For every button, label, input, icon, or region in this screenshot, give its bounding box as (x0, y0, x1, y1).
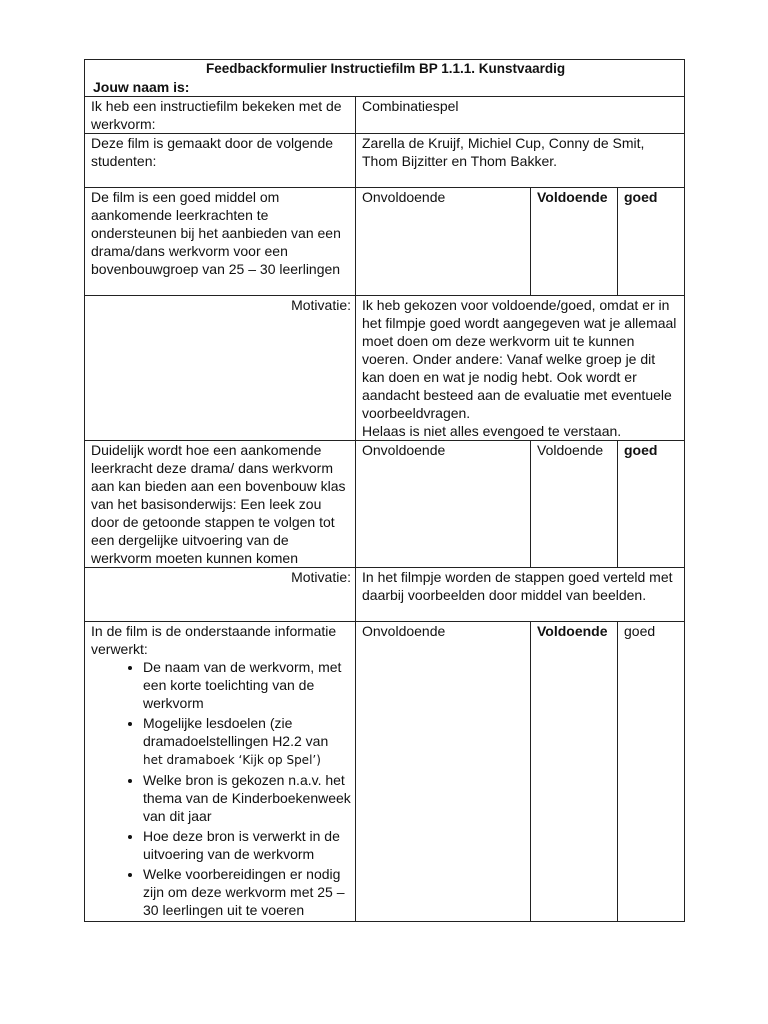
criterion2-rating-goed: goed (618, 441, 685, 568)
criterion1-rating-goed: goed (618, 188, 685, 296)
list-item: • De naam van de werkvorm, met een korte toelichting van de werkvorm (143, 658, 351, 712)
criterion1-motivation-extra: Helaas is niet alles evengoed te verstaan. (362, 423, 622, 439)
criterion2-rating-voldoende: Voldoende (531, 441, 618, 568)
criterion1-motivation-label: Motivatie: (85, 296, 356, 441)
students-line-1: Zarella de Kruijf, Michiel Cup, Conny de Smit, (362, 135, 645, 151)
criterion1-motivation-cell (356, 296, 685, 441)
students-line-2: Thom Bijzitter en Thom Bakker. (362, 153, 558, 169)
criterion1-motivation-row (85, 296, 685, 441)
criterion2-text: Duidelijk wordt hoe een aankomende leerkracht deze drama/ dans werkvorm aan kan bieden aan een bovenbouw klas van het basisonderwijs: Een leek zou door de getoonde stappen te volgen tot een dergelijke uitvoering van de werkvorm moeten kunnen komen (85, 441, 356, 568)
criterion2-motivation-label: Motivatie: (85, 568, 356, 622)
film-value: Combinatiespel (356, 97, 685, 134)
criterion2-motivation-text: In het filmpje worden de stappen goed verteld met daarbij voorbeelden door middel van beelden. (356, 568, 685, 622)
name-label: Jouw naam is: (93, 79, 190, 95)
feedback-form-table (84, 59, 685, 922)
criterion1-rating-voldoende: Voldoende (531, 188, 618, 296)
students-row (85, 134, 685, 188)
list-item-text: Mogelijke lesdoelen (zie dramadoelstellingen H2.2 van (143, 715, 329, 749)
criterion1-rating-onvoldoende: Onvoldoende (356, 188, 531, 296)
list-item (143, 714, 351, 769)
title-row (85, 60, 685, 97)
criterion1-row (85, 188, 685, 296)
students-label: Deze film is gemaakt door de volgende studenten: (85, 134, 356, 188)
criterion3-row (85, 622, 685, 922)
list-item: • Hoe deze bron is verwerkt in de uitvoering van de werkvorm (143, 827, 351, 863)
students-value (356, 134, 685, 188)
list-item-note: het dramaboek ‘Kijk op Spel’) (143, 753, 321, 767)
list-item: • Welke voorbereidingen er nodig zijn om deze werkvorm met 25 – 30 leerlingen uit te voeren (143, 865, 351, 919)
criterion2-rating-onvoldoende: Onvoldoende (356, 441, 531, 568)
criterion2-motivation-row (85, 568, 685, 622)
film-row (85, 97, 685, 134)
list-item: • Welke bron is gekozen n.a.v. het thema van de Kinderboekenweek van dit jaar (143, 771, 351, 825)
criterion1-motivation-text: Ik heb gekozen voor voldoende/goed, omdat er in het filmpje goed wordt aangegeven wat je allemaal moet doen om deze werkvorm uit te kunnen voeren. Onder andere: Vanaf welke groep je dit kan doen en wat je nodig hebt. Ook wordt er aandacht besteed aan de evaluatie met eventuele voorbeeldvragen. (362, 297, 677, 421)
criterion3-intro: In de film is de onderstaande informatie verwerkt: (91, 623, 337, 657)
criterion1-text: De film is een goed middel om aankomende leerkrachten te ondersteunen bij het aanbieden van een drama/dans werkvorm voor een bovenbouwgroep van 25 – 30 leerlingen (85, 188, 356, 296)
criterion3-rating-goed: goed (618, 622, 685, 922)
criterion3-rating-voldoende: Voldoende (531, 622, 618, 922)
criterion2-row (85, 441, 685, 568)
criterion3-cell (85, 622, 356, 922)
film-label: Ik heb een instructiefilm bekeken met de werkvorm: (85, 97, 356, 134)
form-title: Feedbackformulier Instructiefilm BP 1.1.1. Kunstvaardig (205, 61, 566, 76)
criterion3-rating-onvoldoende: Onvoldoende (356, 622, 531, 922)
title-cell (85, 60, 685, 97)
info-list (91, 658, 351, 919)
